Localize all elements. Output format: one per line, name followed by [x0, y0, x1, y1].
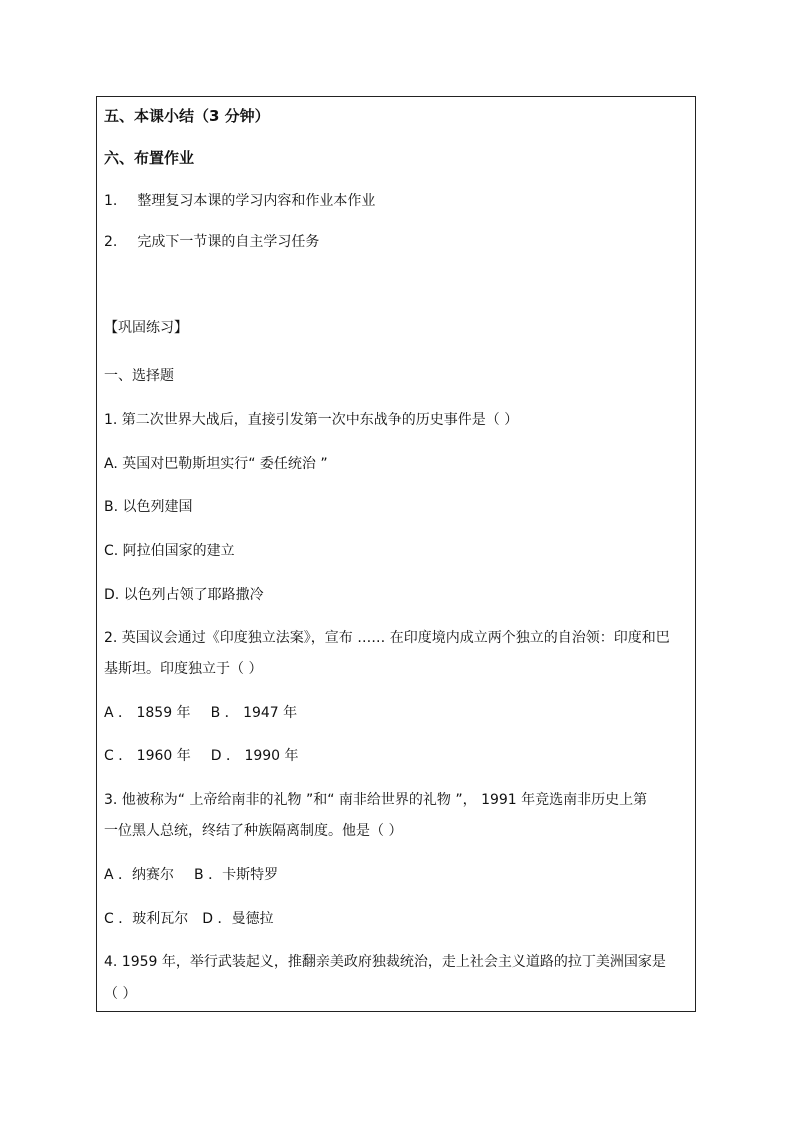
homework-item-text: 整理复习本课的学习内容和作业本作业: [137, 193, 376, 209]
question-3-option-b: B ．卡斯特罗: [194, 867, 279, 883]
section5-heading: 五、本课小结（3 分钟）: [104, 107, 270, 125]
question-type-heading: 一、选择题: [104, 368, 174, 384]
question-4-stem-line-2: （ ）: [104, 986, 137, 1002]
question-2-options-row-1: [104, 703, 297, 723]
question-1-stem: 1. 第二次世界大战后，直接引发第一次中东战争的历史事件是（ ）: [104, 412, 519, 428]
question-2-options-row-2: [104, 746, 299, 766]
question-2-option-a: A ． 1859 年: [104, 705, 191, 721]
question-3-option-c: C ．玻利瓦尔: [104, 911, 189, 927]
question-3-option-a: A ．纳赛尔: [104, 867, 175, 883]
homework-item-1: [104, 191, 375, 211]
question-3-options-row-1: [104, 865, 278, 885]
homework-item-number: 2.: [104, 234, 118, 250]
question-1-option-a: A. 英国对巴勒斯坦实行“ 委任统治 ”: [104, 456, 328, 472]
section6-heading: 六、布置作业: [104, 149, 195, 167]
homework-item-text: 完成下一节课的自主学习任务: [137, 234, 320, 250]
question-3-stem-line-1: 3. 他被称为“ 上帝给南非的礼物 ”和“ 南非给世界的礼物 ”， 1991 年竞选南非历史上第: [104, 792, 648, 808]
question-2-option-c: C ． 1960 年: [104, 748, 191, 764]
question-4-stem-line-1: 4. 1959 年，举行武装起义，推翻亲美政府独裁统治，走上社会主义道路的拉丁美洲国家是: [104, 954, 666, 970]
question-3-option-d: D ．曼德拉: [202, 911, 274, 927]
question-2-stem-line-2: 基斯坦。印度独立于（ ）: [104, 661, 263, 677]
homework-item-number: 1.: [104, 193, 118, 209]
question-2-option-b: B ． 1947 年: [210, 705, 298, 721]
question-3-options-row-2: [104, 909, 273, 929]
question-1-option-b: B. 以色列建国: [104, 499, 193, 515]
practice-title: 【巩固练习】: [104, 320, 188, 336]
question-3-stem-line-2: 一位黑人总统，终结了种族隔离制度。他是（ ）: [104, 823, 403, 839]
question-1-option-d: D. 以色列占领了耶路撒冷: [104, 587, 264, 603]
question-2-stem-line-1: 2. 英国议会通过《印度独立法案》，宣布 …… 在印度境内成立两个独立的自治领：印度和巴: [104, 630, 670, 646]
question-2-option-d: D ． 1990 年: [210, 748, 299, 764]
homework-item-2: [104, 232, 319, 252]
question-1-option-c: C. 阿拉伯国家的建立: [104, 543, 235, 559]
